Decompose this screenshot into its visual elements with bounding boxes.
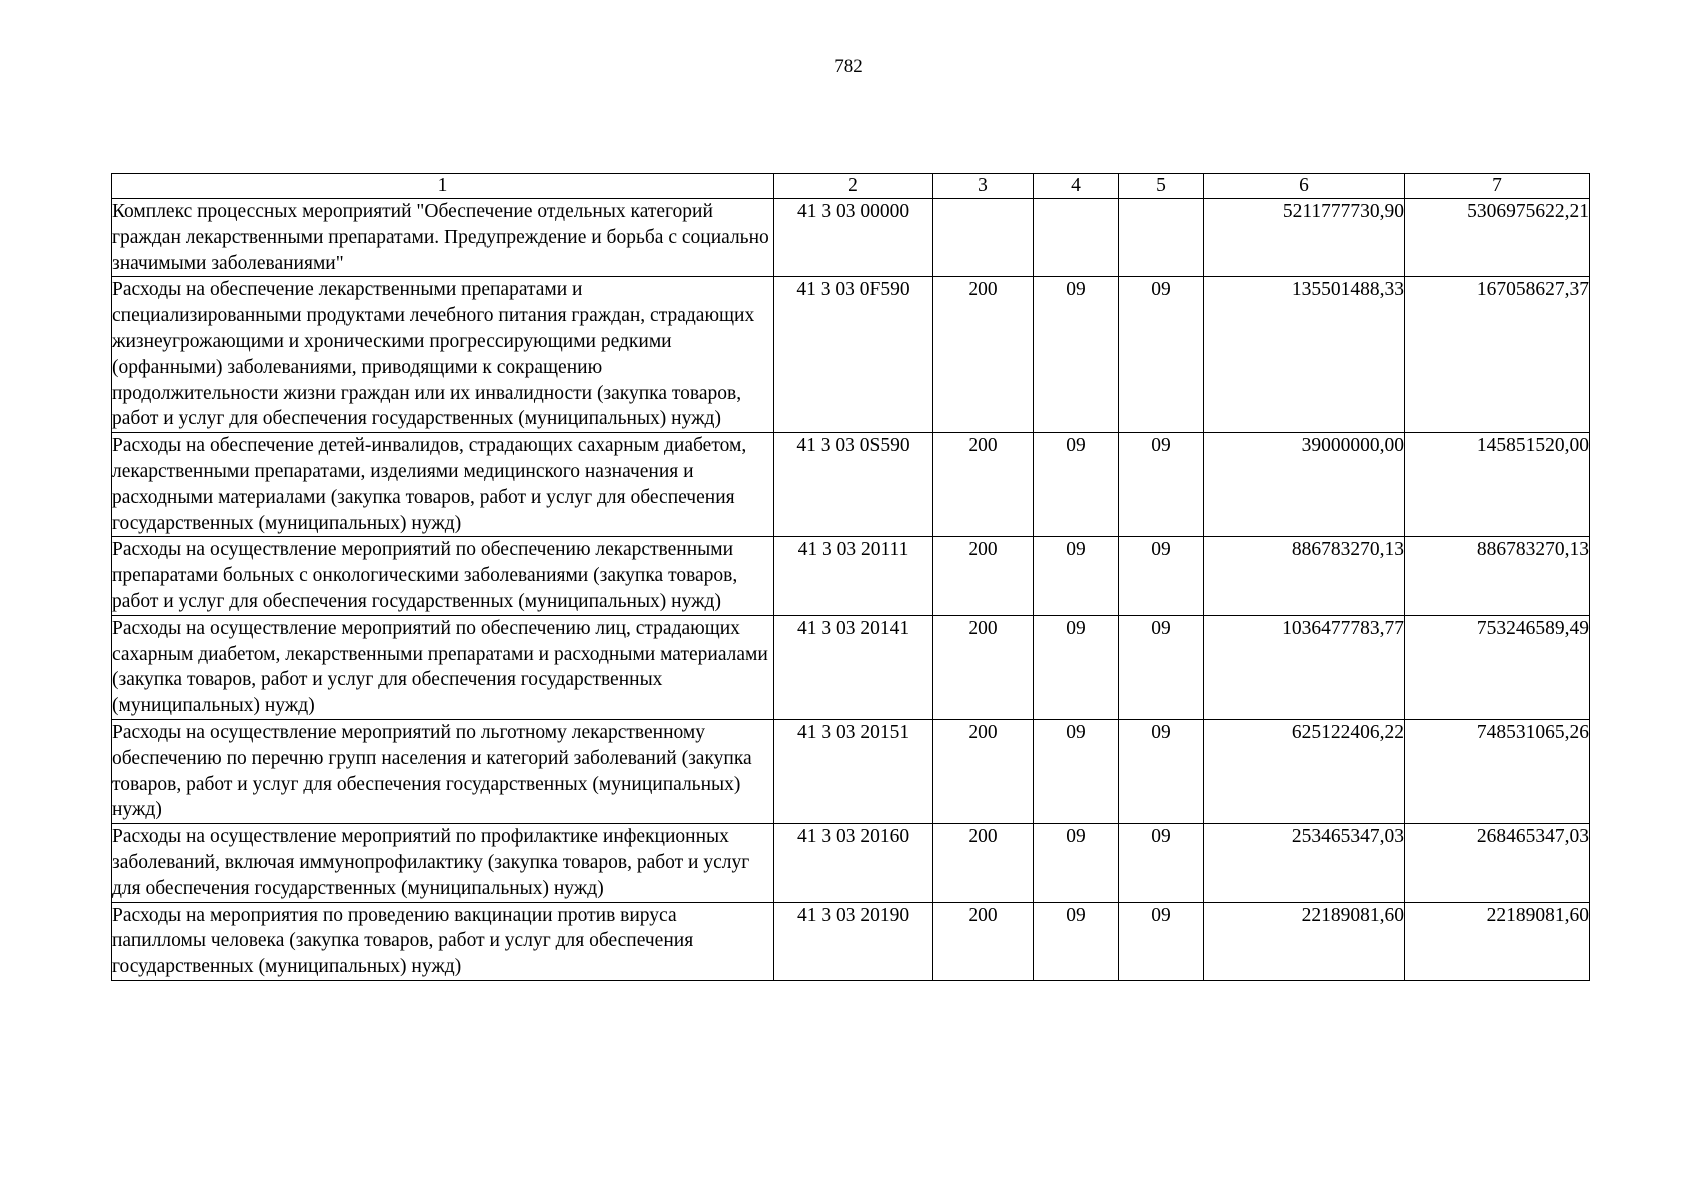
classification-code: 41 3 03 20141 <box>774 615 933 719</box>
table-row <box>112 537 1590 615</box>
amount-col-6: 5211777730,90 <box>1204 199 1405 277</box>
amount-col-6: 39000000,00 <box>1204 433 1405 537</box>
classification-code: 41 3 03 20111 <box>774 537 933 615</box>
classification-code: 41 3 03 20160 <box>774 824 933 902</box>
section-code: 09 <box>1034 537 1119 615</box>
expense-name: Расходы на осуществление мероприятий по профилактике инфекционных заболеваний, включая иммунопрофилактику (закупка товаров, работ и услуг для обеспечения государственных (муниципальных) нужд) <box>112 824 774 902</box>
subsection-code: 09 <box>1119 615 1204 719</box>
expense-type-code: 200 <box>933 433 1034 537</box>
classification-code: 41 3 03 20190 <box>774 902 933 980</box>
column-header-6: 6 <box>1204 174 1405 199</box>
expense-name: Расходы на осуществление мероприятий по обеспечению лиц, страдающих сахарным диабетом, лекарственными препаратами и расходными материалами (закупка товаров, работ и услуг для обеспечения государственных (муниципальных) нужд) <box>112 615 774 719</box>
subsection-code <box>1119 199 1204 277</box>
table-row <box>112 277 1590 433</box>
expense-type-code: 200 <box>933 277 1034 433</box>
classification-code: 41 3 03 20151 <box>774 719 933 823</box>
amount-col-7: 22189081,60 <box>1405 902 1590 980</box>
section-code <box>1034 199 1119 277</box>
amount-col-7: 5306975622,21 <box>1405 199 1590 277</box>
section-code: 09 <box>1034 615 1119 719</box>
amount-col-6: 886783270,13 <box>1204 537 1405 615</box>
amount-col-6: 1036477783,77 <box>1204 615 1405 719</box>
expense-name: Расходы на осуществление мероприятий по обеспечению лекарственными препаратами больных с онкологическими заболеваниями (закупка товаров, работ и услуг для обеспечения государственных (муниципальных) нужд) <box>112 537 774 615</box>
expense-type-code <box>933 199 1034 277</box>
subsection-code: 09 <box>1119 824 1204 902</box>
expense-type-code: 200 <box>933 615 1034 719</box>
table-row <box>112 824 1590 902</box>
budget-table <box>111 173 1590 981</box>
amount-col-6: 253465347,03 <box>1204 824 1405 902</box>
subsection-code: 09 <box>1119 277 1204 433</box>
amount-col-7: 886783270,13 <box>1405 537 1590 615</box>
section-code: 09 <box>1034 277 1119 433</box>
amount-col-7: 268465347,03 <box>1405 824 1590 902</box>
amount-col-6: 625122406,22 <box>1204 719 1405 823</box>
amount-col-7: 167058627,37 <box>1405 277 1590 433</box>
expense-name: Расходы на мероприятия по проведению вакцинации против вируса папилломы человека (закупка товаров, работ и услуг для обеспечения государственных (муниципальных) нужд) <box>112 902 774 980</box>
table-header-row <box>112 174 1590 199</box>
expense-type-code: 200 <box>933 537 1034 615</box>
classification-code: 41 3 03 0F590 <box>774 277 933 433</box>
table-row <box>112 719 1590 823</box>
section-code: 09 <box>1034 824 1119 902</box>
section-code: 09 <box>1034 902 1119 980</box>
expense-name: Расходы на осуществление мероприятий по льготному лекарственному обеспечению по перечню групп населения и категорий заболеваний (закупка товаров, работ и услуг для обеспечения государственных (муниципальных) нужд) <box>112 719 774 823</box>
subsection-code: 09 <box>1119 433 1204 537</box>
section-code: 09 <box>1034 719 1119 823</box>
amount-col-7: 753246589,49 <box>1405 615 1590 719</box>
section-code: 09 <box>1034 433 1119 537</box>
column-header-3: 3 <box>933 174 1034 199</box>
amount-col-6: 135501488,33 <box>1204 277 1405 433</box>
classification-code: 41 3 03 00000 <box>774 199 933 277</box>
subsection-code: 09 <box>1119 902 1204 980</box>
column-header-1: 1 <box>112 174 774 199</box>
expense-name: Расходы на обеспечение лекарственными препаратами и специализированными продуктами лечебного питания граждан, страдающих жизнеугрожающими и хроническими прогрессирующими редкими (орфанными) заболеваниями, приводящими к сокращению продолжительности жизни граждан или их инвалидности (закупка товаров, работ и услуг для обеспечения государственных (муниципальных) нужд) <box>112 277 774 433</box>
expense-name: Комплекс процессных мероприятий "Обеспечение отдельных категорий граждан лекарственными препаратами. Предупреждение и борьба с социально значимыми заболеваниями" <box>112 199 774 277</box>
table-row <box>112 199 1590 277</box>
expense-name: Расходы на обеспечение детей-инвалидов, страдающих сахарным диабетом, лекарственными препаратами, изделиями медицинского назначения и расходными материалами (закупка товаров, работ и услуг для обеспечения государственных (муниципальных) нужд) <box>112 433 774 537</box>
column-header-7: 7 <box>1405 174 1590 199</box>
amount-col-6: 22189081,60 <box>1204 902 1405 980</box>
expense-type-code: 200 <box>933 902 1034 980</box>
subsection-code: 09 <box>1119 537 1204 615</box>
column-header-5: 5 <box>1119 174 1204 199</box>
amount-col-7: 145851520,00 <box>1405 433 1590 537</box>
classification-code: 41 3 03 0S590 <box>774 433 933 537</box>
amount-col-7: 748531065,26 <box>1405 719 1590 823</box>
column-header-4: 4 <box>1034 174 1119 199</box>
column-header-2: 2 <box>774 174 933 199</box>
expense-type-code: 200 <box>933 719 1034 823</box>
table-row <box>112 902 1590 980</box>
page-number: 782 <box>834 56 863 77</box>
table-row <box>112 433 1590 537</box>
expense-type-code: 200 <box>933 824 1034 902</box>
table-row <box>112 615 1590 719</box>
subsection-code: 09 <box>1119 719 1204 823</box>
